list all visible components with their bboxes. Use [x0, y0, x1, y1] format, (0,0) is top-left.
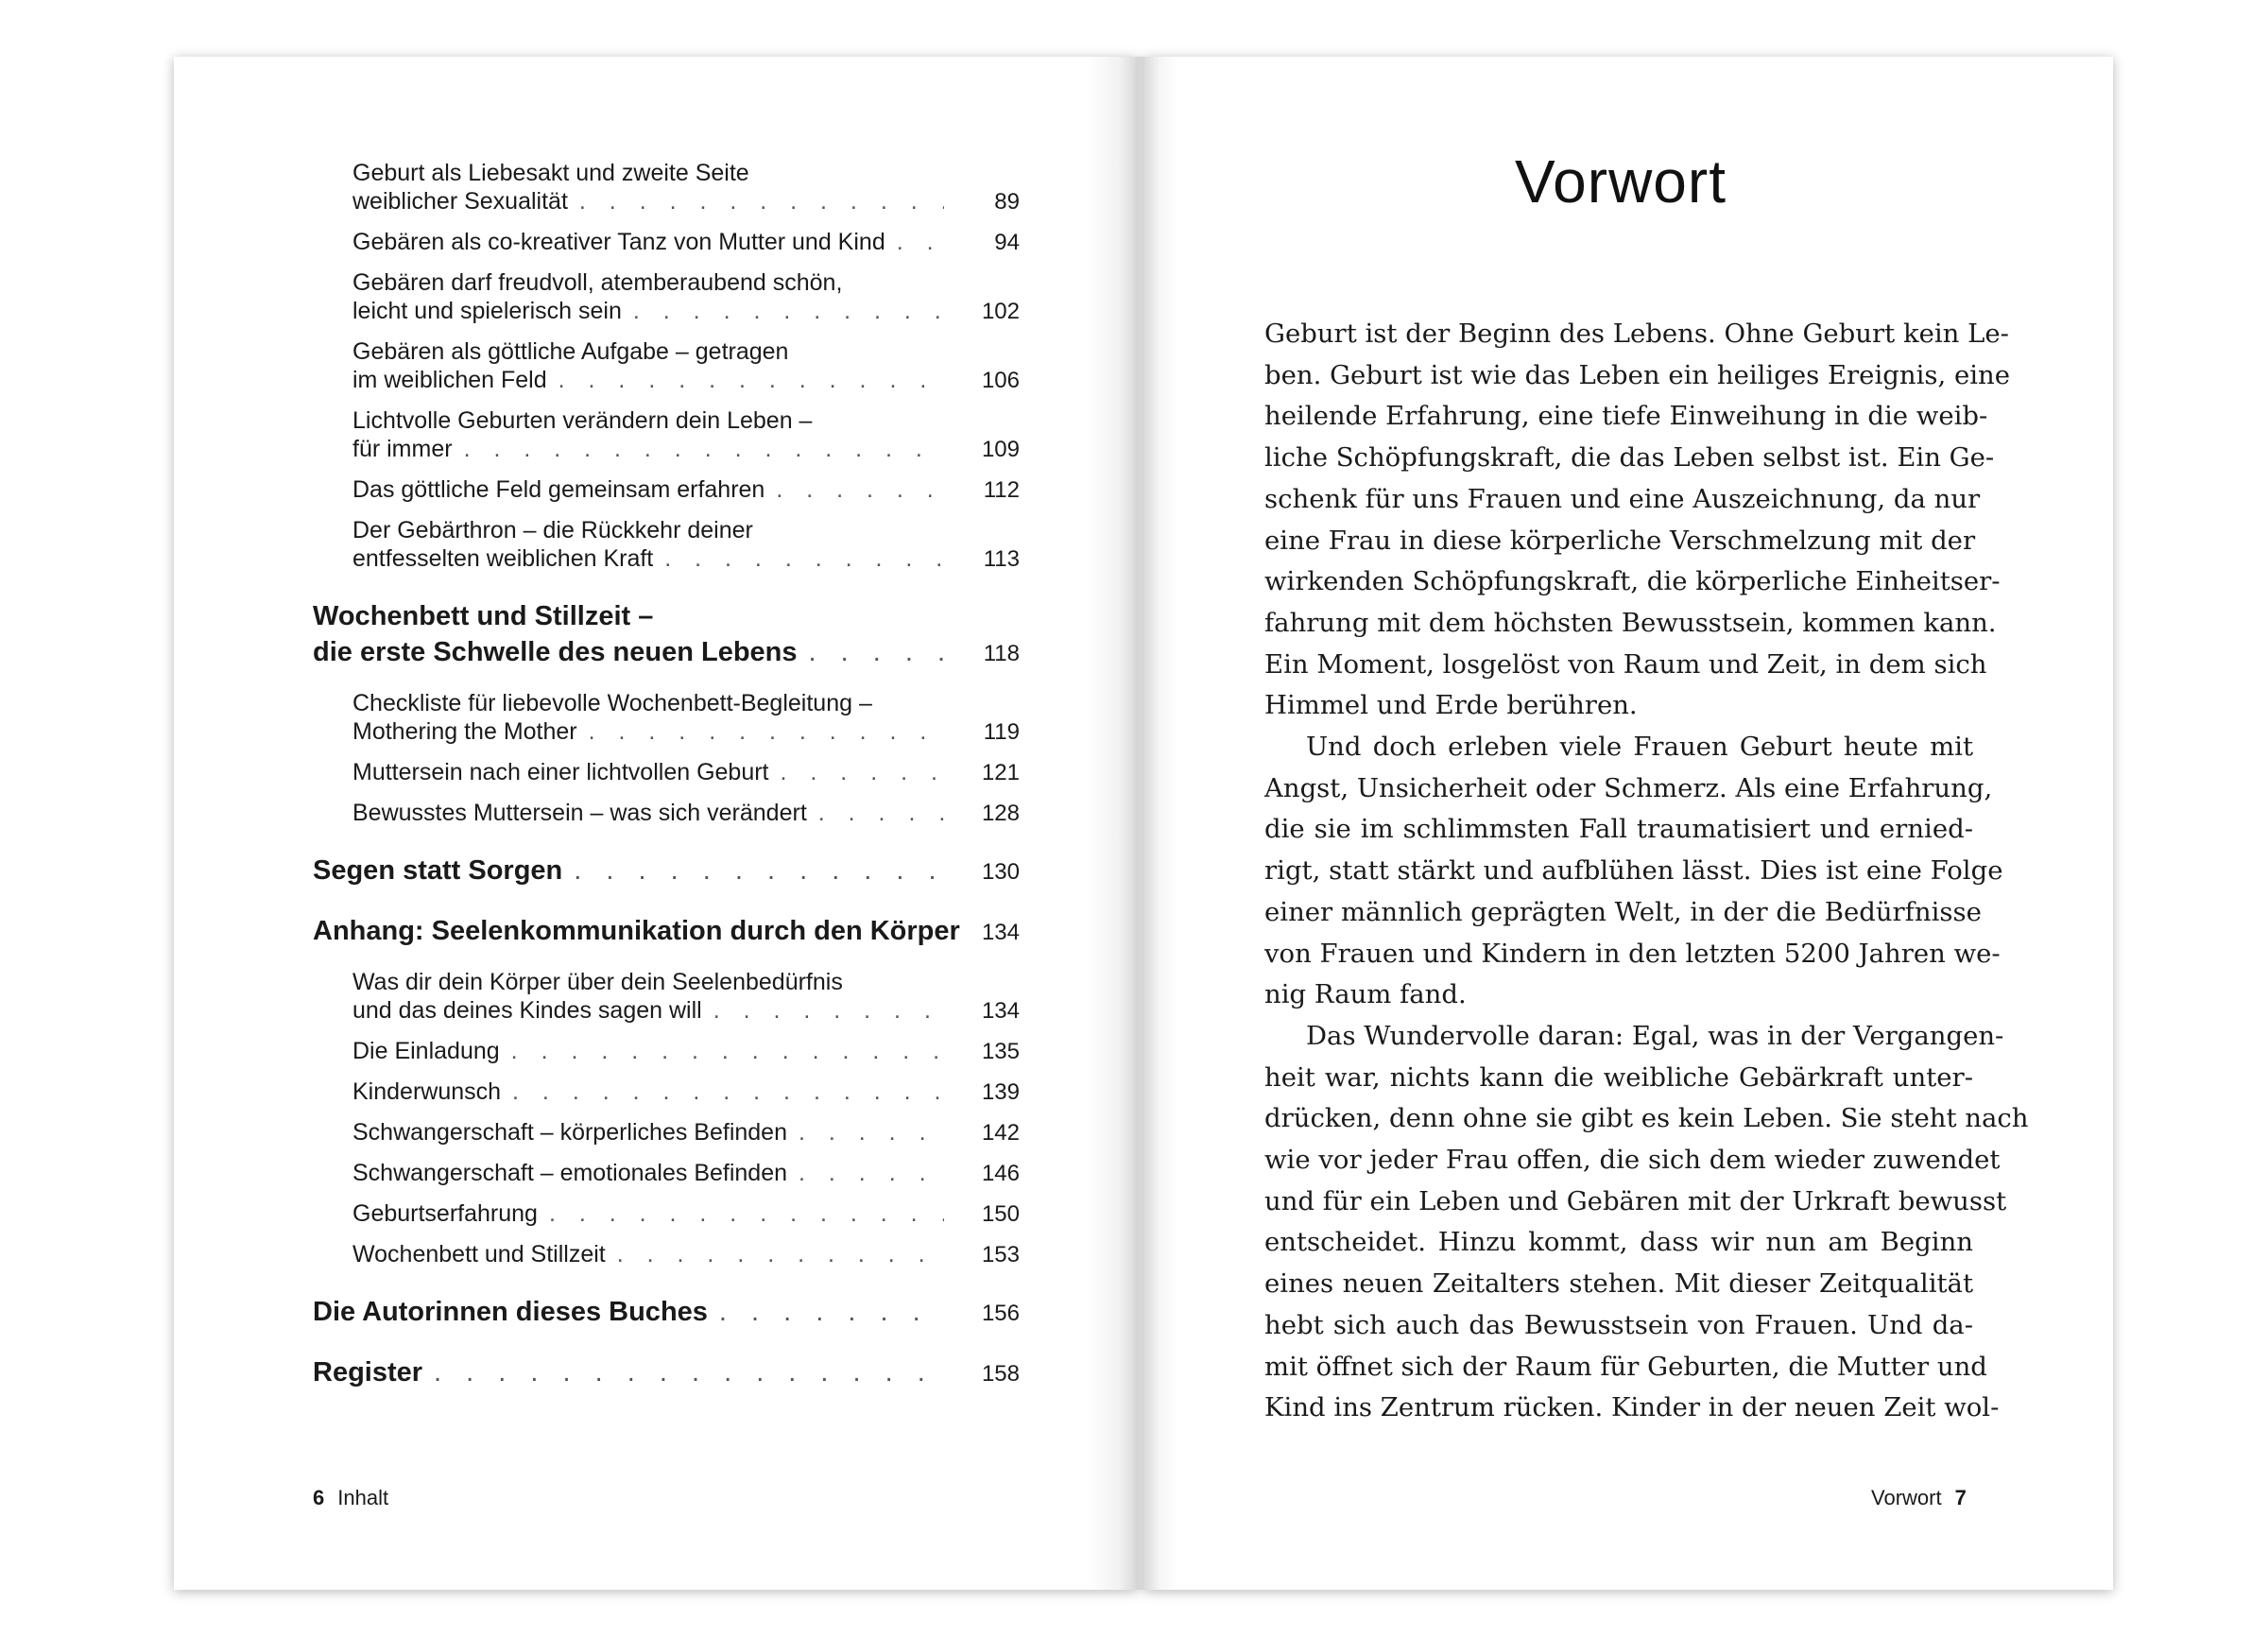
text-line: hebt sich auch das Bewusstsein von Frauen. Und da- [1264, 1309, 1973, 1340]
text-line: Das Wundervolle daran: Egal, was in der Vergangen- [1306, 1020, 2004, 1051]
toc-entry-title: Was dir dein Körper über dein Seelenbedürfnis [352, 969, 843, 995]
toc-page-number: 119 [983, 719, 1020, 745]
text-line: drücken, denn ohne sie gibt es kein Leben. Sie steht nach [1264, 1103, 2029, 1134]
leader-dots [818, 799, 944, 827]
leader-dots [511, 1037, 944, 1065]
toc-entry-title: Gebären als co-kreativer Tanz von Mutter und Kind [352, 229, 885, 255]
toc-entry-title: Das göttliche Feld gemeinsam erfahren [352, 476, 765, 503]
leader-dots [633, 297, 944, 325]
toc-page-number: 89 [994, 189, 1020, 215]
toc-page-number: 94 [994, 230, 1020, 255]
toc-entry-title: entfesselten weiblichen Kraft [352, 545, 654, 572]
toc-entry-title: Die Autorinnen dieses Buches [313, 1297, 708, 1327]
toc-entry-title: Schwangerschaft – körperliches Befinden [352, 1119, 787, 1146]
toc-page-number: 142 [981, 1120, 1020, 1146]
leader-dots [719, 1294, 944, 1330]
leader-dots [464, 435, 944, 463]
text-line: eines neuen Zeitalters stehen. Mit dieser Zeitqualität [1264, 1268, 1973, 1300]
text-line: wie vor jeder Frau offen, die sich dem wieder zuwendet [1264, 1145, 2001, 1176]
toc-entry-title: die erste Schwelle des neuen Lebens [313, 637, 798, 667]
toc-entry-title: Register [313, 1357, 423, 1388]
toc-page-number: 150 [981, 1201, 1020, 1227]
toc-entry [313, 1199, 1020, 1229]
toc-page-number: 153 [981, 1242, 1020, 1267]
toc-page-number: 118 [983, 641, 1020, 666]
toc-entry [313, 1037, 1020, 1066]
toc-page-number: 146 [981, 1161, 1020, 1186]
table-of-contents [313, 159, 1020, 1409]
toc-entry [313, 1118, 1020, 1147]
text-line: Ein Moment, losgelöst von Raum und Zeit, in dem sich [1264, 648, 1987, 680]
toc-entry-title: Schwangerschaft – emotionales Befinden [352, 1160, 788, 1186]
toc-entry [313, 1240, 1020, 1269]
leader-dots [809, 634, 944, 670]
toc-entry [313, 159, 1020, 216]
toc-page-number: 109 [981, 437, 1020, 462]
text-line: Angst, Unsicherheit oder Schmerz. Als eine Erfahrung, [1264, 772, 1993, 803]
toc-entry-title: Gebären als göttliche Aufgabe – getragen [352, 338, 789, 365]
leader-dots [549, 1199, 944, 1228]
toc-page-number: 113 [983, 546, 1020, 572]
book-spine [1138, 57, 1144, 1590]
text-line: einer männlich geprägten Welt, in der die Bedürfnisse [1264, 896, 1982, 927]
leader-dots [558, 366, 944, 394]
toc-entry [313, 913, 1020, 951]
text-line: entscheidet. Hinzu kommt, dass wir nun am Beginn [1264, 1227, 1973, 1258]
toc-page-number: 121 [981, 760, 1020, 785]
running-title: Vorwort [1871, 1486, 1942, 1509]
text-line: Kind ins Zentrum rücken. Kinder in der neuen Zeit wol- [1264, 1392, 2000, 1423]
toc-entry [313, 475, 1020, 505]
toc-entry [313, 516, 1020, 574]
text-line: heit war, nichts kann die weibliche Gebärkraft unter- [1264, 1061, 1973, 1093]
leader-dots [589, 717, 944, 746]
toc-page-number: 130 [981, 859, 1020, 885]
text-line: von Frauen und Kindern in den letzten 5200 Jahren we- [1264, 938, 2001, 969]
toc-entry-title: weiblicher Sexualität [352, 188, 568, 215]
toc-entry-title: Checkliste für liebevolle Wochenbett-Begleitung – [352, 690, 872, 716]
toc-entry [313, 268, 1020, 326]
leader-dots [664, 544, 944, 573]
toc-entry [313, 337, 1020, 395]
leader-dots [713, 996, 944, 1025]
toc-entry-title: Geburtserfahrung [352, 1200, 538, 1227]
left-page-footer [313, 1486, 388, 1510]
text-line: nig Raum fand. [1264, 979, 1467, 1010]
toc-entry-title: Bewusstes Muttersein – was sich verändert [352, 800, 807, 826]
toc-page-number: 156 [981, 1301, 1020, 1326]
toc-entry-title: Wochenbett und Stillzeit [352, 1241, 606, 1267]
toc-entry [313, 1294, 1020, 1332]
toc-entry-title: Wochenbett und Stillzeit – [313, 601, 654, 631]
text-line: eine Frau in diese körperliche Verschmelzung mit der [1264, 525, 1976, 556]
chapter-title: Vorwort [1515, 147, 1727, 216]
leader-dots [579, 187, 944, 216]
text-line: mit öffnet sich der Raum für Geburten, die Mutter und [1264, 1351, 1987, 1382]
text-line: die sie im schlimmsten Fall traumatisiert und ernied- [1264, 814, 1973, 845]
toc-entry [313, 1159, 1020, 1188]
toc-page-number: 158 [981, 1361, 1020, 1387]
toc-entry [313, 1078, 1020, 1107]
toc-entry-title: Segen statt Sorgen [313, 855, 563, 886]
text-line: fahrung mit dem höchsten Bewusstsein, kommen kann. [1264, 607, 1997, 638]
body-text [1264, 314, 2029, 1429]
leader-dots [897, 228, 944, 256]
toc-page-number: 135 [981, 1039, 1020, 1064]
page-number: 6 [313, 1486, 325, 1509]
toc-entry-title: und das deines Kindes sagen will [352, 997, 702, 1024]
text-line: liche Schöpfungskraft, die das Leben selbst ist. Ein Ge- [1264, 442, 1995, 474]
toc-entry-title: Gebären darf freudvoll, atemberaubend schön, [352, 269, 843, 296]
leader-dots [799, 1159, 944, 1187]
page-number: 7 [1954, 1486, 1967, 1509]
text-line: heilende Erfahrung, eine tiefe Einweihung in die weib- [1264, 401, 1988, 432]
leader-dots [574, 853, 944, 888]
text-line: Himmel und Erde berühren. [1264, 690, 1638, 721]
leader-dots [512, 1078, 944, 1106]
toc-entry-title: Lichtvolle Geburten verändern dein Leben – [352, 407, 813, 434]
text-line: ben. Geburt ist wie das Leben ein heiliges Ereignis, eine [1264, 359, 2011, 390]
leader-dots [434, 1354, 944, 1390]
toc-entry-title: Kinderwunsch [352, 1078, 502, 1105]
toc-entry-title: Muttersein nach einer lichtvollen Geburt [352, 759, 769, 785]
toc-entry [313, 758, 1020, 787]
leader-dots [617, 1240, 944, 1268]
text-line: Und doch erleben viele Frauen Geburt heute mit [1306, 732, 1973, 763]
toc-entry-title: Mothering the Mother [352, 718, 577, 745]
right-page-footer [1871, 1486, 1967, 1510]
toc-page-number: 128 [981, 801, 1020, 826]
toc-entry-title: Der Gebärthron – die Rückkehr deiner [352, 517, 753, 543]
toc-page-number: 112 [983, 477, 1020, 503]
toc-entry [313, 1354, 1020, 1392]
text-line: rigt, statt stärkt und aufblühen lässt. Dies ist eine Folge [1264, 855, 2003, 887]
toc-entry [313, 406, 1020, 464]
toc-entry [313, 853, 1020, 890]
text-line: und für ein Leben und Gebären mit der Urkraft bewusst [1264, 1185, 2007, 1216]
toc-entry-title: Die Einladung [352, 1038, 500, 1064]
toc-page-number: 139 [981, 1079, 1020, 1105]
toc-entry-title: für immer [352, 436, 453, 462]
toc-entry [313, 228, 1020, 257]
text-line: schenk für uns Frauen und eine Auszeichnung, da nur [1264, 483, 1981, 514]
gutter-shadow-right [1144, 57, 1178, 1590]
leader-dots [799, 1118, 944, 1147]
toc-entry [313, 968, 1020, 1026]
leader-dots [781, 758, 944, 786]
toc-entry [313, 799, 1020, 828]
gutter-shadow-left [1087, 57, 1140, 1590]
toc-entry [313, 598, 1020, 672]
toc-page-number: 102 [981, 299, 1020, 324]
toc-page-number: 106 [981, 368, 1020, 393]
leader-dots [776, 475, 944, 504]
toc-page-number: 134 [981, 920, 1020, 945]
toc-entry-title: Geburt als Liebesakt und zweite Seite [352, 160, 749, 186]
toc-entry-title: Anhang: Seelenkommunikation durch den Körper [313, 916, 960, 946]
toc-entry [313, 689, 1020, 747]
running-title: Inhalt [337, 1486, 389, 1509]
toc-entry-title: leicht und spielerisch sein [352, 298, 622, 324]
toc-entry-title: im weiblichen Feld [352, 367, 547, 393]
toc-page-number: 134 [981, 998, 1020, 1024]
text-line: Geburt ist der Beginn des Lebens. Ohne Geburt kein Le- [1264, 319, 2009, 349]
text-line: wirkenden Schöpfungskraft, die körperliche Einheitser- [1264, 566, 2001, 597]
